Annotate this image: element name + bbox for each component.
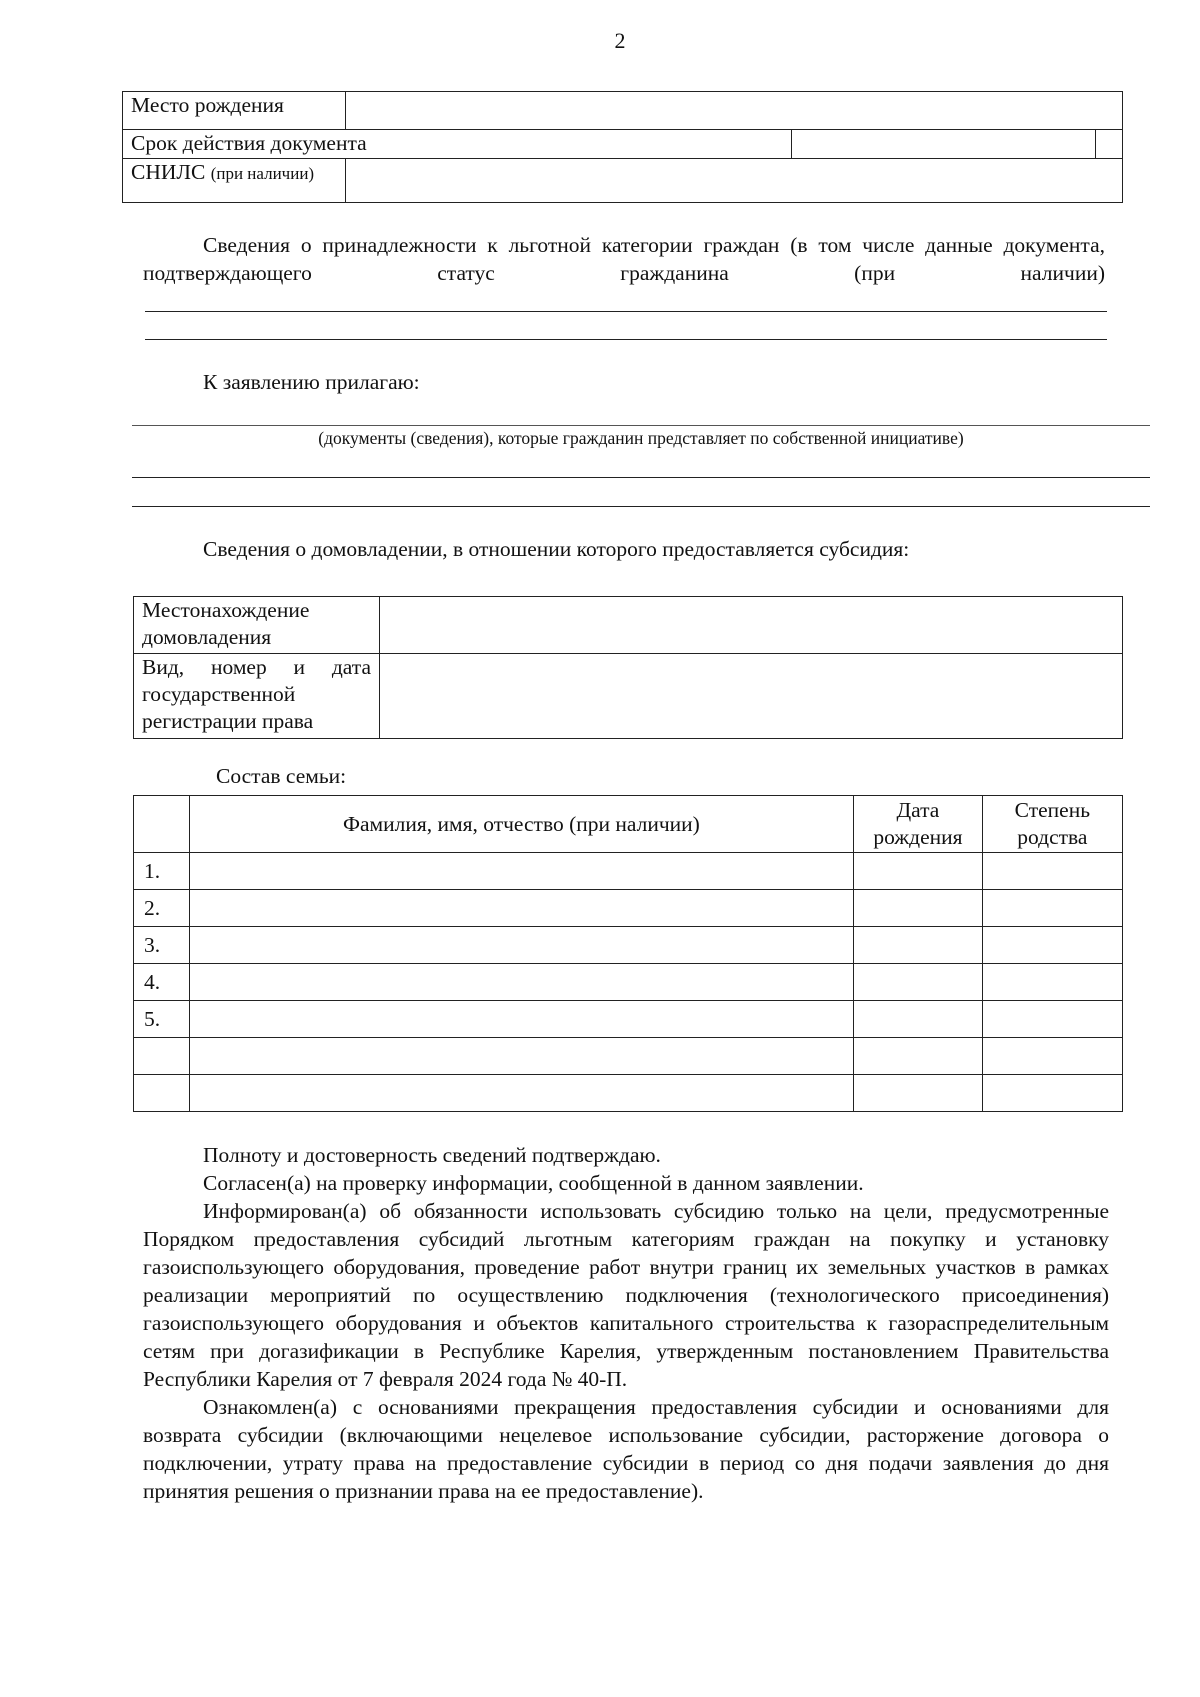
attachments-line-1[interactable] [132,425,1150,426]
statement-consent: Согласен(а) на проверку информации, сообщенной в данном заявлении. [203,1171,864,1195]
statement-acquainted: Ознакомлен(а) с основаниями прекращения предоставления субсидии и основаниями для возврата субсидии (включающими нецелевое использование субсидии, расторжение договора о подключении, утрату права на предоставление субсидии в период со дня подачи заявления до дня принятия решения о признании права на ее предоставление). [143,1395,1109,1503]
registration-field[interactable] [380,654,1123,739]
family-name-cell[interactable] [189,1038,853,1075]
household-table [133,596,1123,739]
attachments-line-3[interactable] [132,506,1150,507]
attachments-line-2[interactable] [132,477,1150,478]
attachments-title: К заявлению прилагаю: [203,370,420,394]
family-birthdate-cell[interactable] [854,1001,983,1038]
family-birthdate-cell[interactable] [854,1038,983,1075]
snils-label-text: СНИЛС [131,160,206,184]
attachments-caption: (документы (сведения), которые гражданин представляет по собственной инициативе) [318,428,964,448]
family-relation-cell[interactable] [982,1075,1122,1112]
family-relation-cell[interactable] [982,927,1122,964]
snils-note: (при наличии) [210,164,315,183]
benefit-line-1[interactable] [145,311,1107,312]
household-title: Сведения о домовладении, в отношении которого предоставляется субсидия: [203,537,910,561]
location-label: Местонахождение домовладения [134,597,380,654]
family-birthdate-cell[interactable] [854,964,983,1001]
family-row-number: 4. [134,964,190,1001]
snils-label [123,159,346,203]
family-name-cell[interactable] [189,853,853,890]
statement-informed: Информирован(а) об обязанности использовать субсидию только на цели, предусмотренные Порядком предоставления субсидий льготным категориям граждан на покупку и установку газоиспользующего оборудования, проведение работ внутри границ их земельных участков в рамках реализации мероприятий по осуществлению подключения (технологического присоединения) газоиспользующего оборудования и объектов капитального строительства к газораспределительным сетям при догазификации в Республике Карелия, утвержденным постановлением Правительства Республики Карелия от 7 февраля 2024 года № 40-П. [143,1199,1109,1391]
family-name-cell[interactable] [189,964,853,1001]
family-table [133,795,1123,1112]
birthplace-field[interactable] [346,92,1123,130]
family-relation-cell[interactable] [982,1038,1122,1075]
family-name-cell[interactable] [189,890,853,927]
statements-block [143,1141,1109,1505]
family-row-number [134,1075,190,1112]
family-header-number [134,796,190,853]
family-row-number: 2. [134,890,190,927]
registration-label: Вид, номер и дата государственной регистрации права [134,654,380,739]
family-row-number: 3. [134,927,190,964]
snils-field[interactable] [346,159,1123,203]
family-name-cell[interactable] [189,927,853,964]
validity-to-field[interactable] [1095,130,1122,159]
family-relation-cell[interactable] [982,853,1122,890]
family-birthdate-cell[interactable] [854,853,983,890]
family-row-number [134,1038,190,1075]
family-name-cell[interactable] [189,1075,853,1112]
family-header-birthdate: Дата рождения [854,796,983,853]
statement-confirm: Полноту и достоверность сведений подтверждаю. [203,1143,661,1167]
benefit-category-text: Сведения о принадлежности к льготной категории граждан (в том числе данные документа, подтверждающего статус гражданина (при наличии) [143,233,1105,285]
family-relation-cell[interactable] [982,1001,1122,1038]
family-row-number: 5. [134,1001,190,1038]
family-relation-cell[interactable] [982,964,1122,1001]
benefit-line-2[interactable] [145,339,1107,340]
family-birthdate-cell[interactable] [854,927,983,964]
validity-from-field[interactable] [791,130,1095,159]
family-name-cell[interactable] [189,1001,853,1038]
document-validity-label: Срок действия документа [123,130,792,159]
birthplace-label: Место рождения [123,92,346,130]
family-header-name: Фамилия, имя, отчество (при наличии) [189,796,853,853]
personal-data-table [122,91,1123,203]
family-relation-cell[interactable] [982,890,1122,927]
page-number: 2 [614,28,626,53]
family-birthdate-cell[interactable] [854,890,983,927]
family-row-number: 1. [134,853,190,890]
family-birthdate-cell[interactable] [854,1075,983,1112]
location-field[interactable] [380,597,1123,654]
family-title: Состав семьи: [216,764,347,788]
family-header-relation: Степень родства [982,796,1122,853]
